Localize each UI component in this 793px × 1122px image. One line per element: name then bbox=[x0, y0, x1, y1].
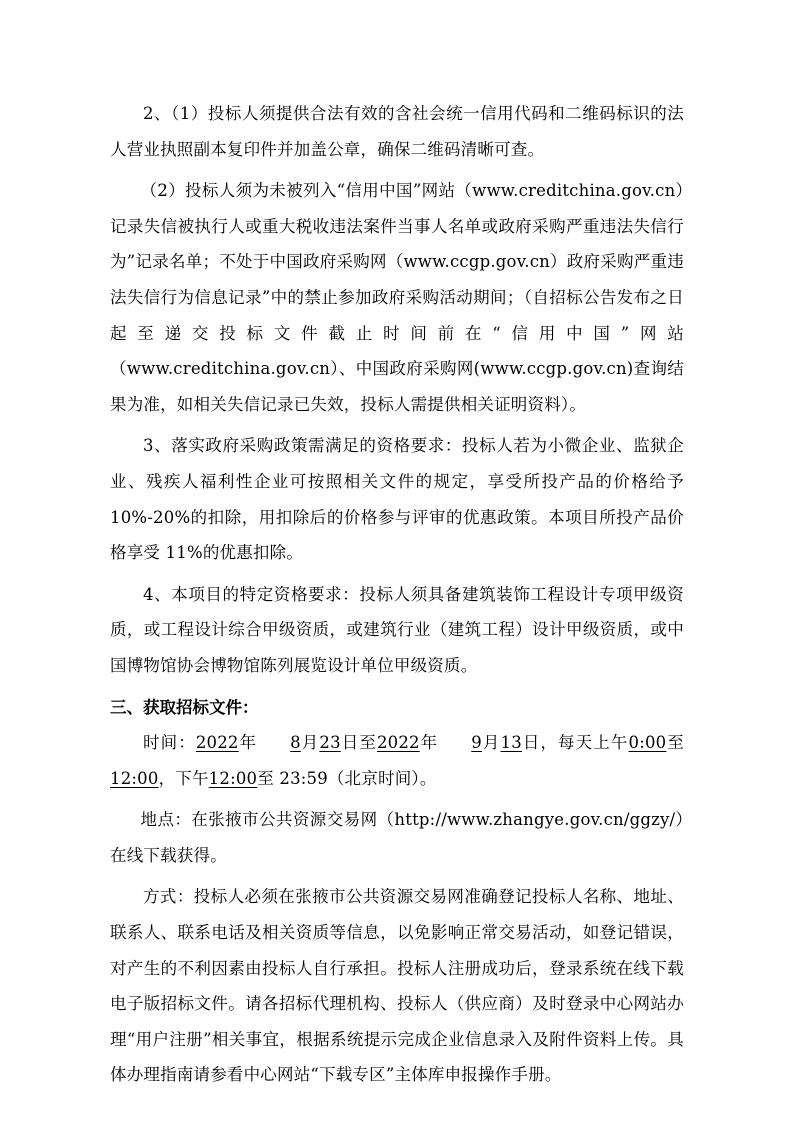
comma: ， bbox=[158, 768, 176, 788]
pm-prefix: 下午 bbox=[175, 768, 209, 788]
pm-rest: 至 23:59（北京时间）。 bbox=[257, 768, 437, 788]
paragraph-qualification-2-1: 2、（1）投标人须提供合法有效的含社会统一信用代码和二维码标识的法人营业执照副本复印件并加盖公章，确保二维码清晰可查。 bbox=[110, 104, 684, 159]
paragraph-qualification-2-2: （2）投标人须为未被列入“信用中国”网站（www.creditchina.gov.cn）记录失信被执行人或重大税收违法案件当事人名单或政府采购严重违法失信行为”记录名单；不处于中国政府采购网（www.ccgp.gov.cn）政府采购严重违法失信行为信息记录”中的禁止参加政府采购活动期间；（自招标公告发布之日起至递交投标文件截止时间前在“信用中国”网站（www.creditchina.gov.cn）、中国政府采购网(www.ccgp.gov.cn)查询结果为准，如相关失信记录已失效，投标人需提供相关证明资料）。 bbox=[110, 181, 684, 414]
paragraph-qualification-3: 3、落实政府采购政策需满足的资格要求：投标人若为小微企业、监狱企业、残疾人福利性企业可按照相关文件的规定，享受所投产品的价格给予 10%-20%的扣除，用扣除后的价格参与评审的优惠政策。本项目所投产品价格享受 11%的优惠扣除。 bbox=[110, 436, 684, 563]
paragraph-time bbox=[110, 725, 684, 796]
start-year: 2022 bbox=[195, 733, 239, 753]
to-text: 至 bbox=[666, 733, 684, 753]
section-heading-obtain-documents: 三、获取招标文件： bbox=[110, 697, 259, 717]
paragraph-qualification-4: 4、本项目的特定资格要求：投标人须具备建筑装饰工程设计专项甲级资质，或工程设计综合甲级资质，或建筑行业（建筑工程）设计甲级资质，或中国博物馆协会博物馆陈列展览设计单位甲级资质。 bbox=[110, 584, 684, 675]
end-year: 2022 bbox=[376, 733, 420, 753]
paragraph-location: 地点：在张掖市公共资源交易网（http://www.zhangye.gov.cn/ggzy/）在线下载获得。 bbox=[110, 810, 684, 865]
year-char: 年 bbox=[238, 733, 258, 753]
month-char: 月 bbox=[300, 733, 320, 753]
am-end: 12:00 bbox=[110, 768, 159, 788]
month-char-2: 月 bbox=[481, 733, 501, 753]
start-month: 8 bbox=[290, 733, 301, 753]
paragraph-method: 方式：投标人必须在张掖市公共资源交易网准确登记投标人名称、地址、联系人、联系电话及相关资质等信息，以免影响正常交易活动，如登记错误，对产生的不利因素由投标人自行承担。投标人注册成功后，登录系统在线下载电子版招标文件。请各招标代理机构、投标人（供应商）及时登录中心网站办理“用户注册”相关事宜，根据系统提示完成企业信息录入及附件资料上传。具体办理指南请参看中心网站“下载专区”主体库申报操作手册。 bbox=[110, 887, 684, 1085]
day-suffix: 日，每天上午 bbox=[521, 733, 629, 753]
am-start: 0:00 bbox=[628, 733, 667, 753]
to-char: 日至 bbox=[340, 733, 377, 753]
year-char-2: 年 bbox=[419, 733, 439, 753]
time-label: 时间： bbox=[143, 733, 196, 753]
end-day: 13 bbox=[500, 733, 522, 753]
start-day: 23 bbox=[319, 733, 341, 753]
end-month: 9 bbox=[471, 733, 482, 753]
pm-start: 12:00 bbox=[208, 768, 258, 788]
